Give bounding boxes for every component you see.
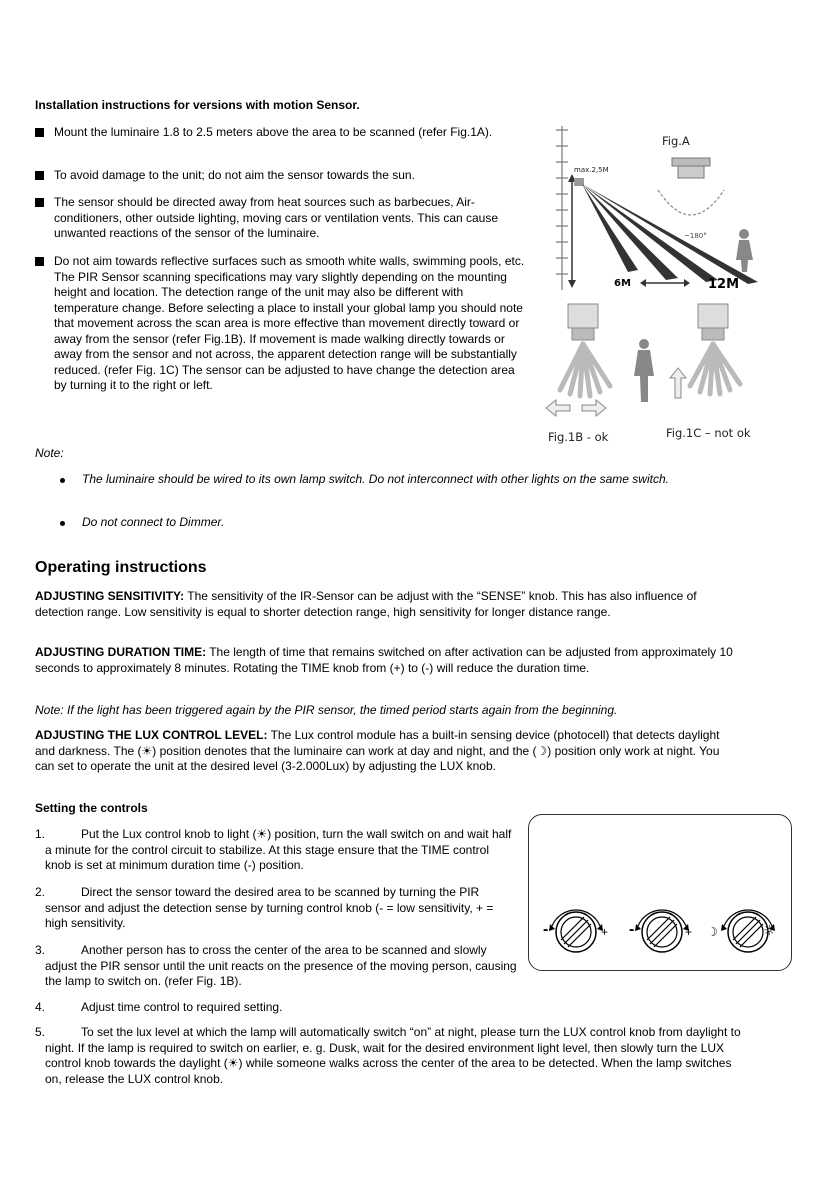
step-number: 1.	[35, 827, 46, 841]
operating-note: Note: If the light has been triggered again by the PIR sensor, the timed period starts again from the beginning.	[35, 703, 618, 717]
note-dot	[60, 478, 65, 483]
step-number: 3.	[35, 943, 46, 957]
lux-text: The Lux control module has a built-in sensing device (photocell) that detects daylight and darkness. The (☀) position denotes that the luminaire can work at day and night, and the (☽) position only work at night. You can set to operate the unit at the desired level (3-2.000Lux) by adjusting the LUX knob.	[35, 728, 720, 773]
lux-paragraph	[35, 728, 725, 775]
note-item-1: The luminaire should be wired to its own lamp switch. Do not interconnect with other lights on the same switch.	[82, 472, 669, 486]
figure-a	[548, 120, 766, 298]
sense-knob	[549, 910, 603, 952]
step-3-text: Another person has to cross the center of the area to be scanned and slowly adjust the PIR sensor until the unit reacts on the presence of the moving person, causing the lamp to switch on. (refer Fig. 1B).	[45, 943, 517, 988]
install-bullet-4: Do not aim towards reflective surfaces such as smooth white walls, swimming pools, etc. The PIR Sensor scanning specifications may vary slightly depending on the mounting height and location. The detection range of the unit may also be different with temperature change. Before selecting a place to install your global lamp you should note that movement across the scan area is more effective than movement directly toward or away from the sensor (refer Fig.1B). If movement is made walking directly towards or away from the sensor and not across, the apparent detection range will be substantially reduced. (refer Fig. 1C) The sensor can be adjusted to have change the detection area by turning it to the right or left.	[54, 254, 525, 392]
time-plus-label: +	[685, 925, 693, 939]
note-dot	[60, 521, 65, 526]
sense-minus-label: -	[543, 921, 549, 938]
fig-a-caption: Fig.A	[662, 134, 690, 148]
step-1-text: Put the Lux control knob to light (☀) position, turn the wall switch on and wait half a minute for the control circuit to stabilize. At this stage ensure that the TIME control knob is set at minimum duration time (-) position.	[45, 827, 512, 872]
sensitivity-paragraph	[35, 589, 735, 620]
sensitivity-text: The sensitivity of the IR-Sensor can be adjust with the “SENSE” knob. This has also influence of detection range. Low sensitivity is equal to shorter detection range, high sensitivity for longer distance range.	[35, 589, 697, 619]
sun-icon: ☼	[763, 923, 776, 939]
step-number: 2.	[35, 885, 46, 899]
install-heading: Installation instructions for versions with motion Sensor.	[35, 98, 360, 112]
controls-heading: Setting the controls	[35, 801, 148, 815]
duration-paragraph	[35, 645, 739, 676]
fig-1b-caption: Fig.1B - ok	[548, 430, 609, 444]
angle-label: ~180°	[684, 232, 707, 240]
operating-heading: Operating instructions	[35, 559, 207, 576]
knob-panel-drawing	[529, 815, 791, 970]
figure-a-drawing	[548, 120, 766, 298]
sensitivity-label: ADJUSTING SENSITIVITY:	[35, 589, 185, 603]
fig-1c-caption: Fig.1C – not ok	[666, 426, 751, 440]
install-bullet-2: To avoid damage to the unit; do not aim the sensor towards the sun.	[54, 168, 415, 182]
note-item-2: Do not connect to Dimmer.	[82, 515, 225, 529]
range-6m-label: 6M	[614, 278, 631, 289]
time-minus-label: -	[629, 921, 635, 938]
bullet-marker	[35, 171, 44, 180]
bullet-marker	[35, 128, 44, 137]
bullet-marker	[35, 198, 44, 207]
bullet-marker	[35, 257, 44, 266]
duration-label: ADJUSTING DURATION TIME:	[35, 645, 207, 659]
figure-1b-1c-drawing	[540, 298, 772, 422]
step-5-text: To set the lux level at which the lamp will automatically switch “on” at night, please turn the LUX control knob from daylight to night. If the lamp is required to switch on earlier, e. g. Dusk, wait for the desired environment light level, then slowly turn the LUX control knob towards the daylight (☀) while someone walks across the center of the area to be detected. When the lamp switches on, release the LUX control knob.	[45, 1025, 741, 1086]
step-2-text: Direct the sensor toward the desired area to be scanned by turning the PIR sensor and adjust the detection sense by turning control knob (- = low sensitivity, + = high sensitivity.	[45, 885, 494, 930]
figure-1b-1c	[540, 298, 772, 422]
control-knob-panel	[528, 814, 792, 971]
sense-plus-label: +	[601, 925, 609, 939]
time-knob	[635, 910, 689, 952]
max-height-label: max.2,5M	[574, 166, 609, 174]
duration-text: The length of time that remains switched on after activation can be adjusted from approximately 10 seconds to approximately 8 minutes. Rotating the TIME knob from (+) to (-) will reduce the duration time.	[35, 645, 733, 675]
install-bullet-3: The sensor should be directed away from heat sources such as barbecues, Air-conditioners, other outside lighting, moving cars or ventilation vents. This can cause unwanted reactions of the sensor of the luminaire.	[54, 195, 499, 240]
install-bullet-1: Mount the luminaire 1.8 to 2.5 meters above the area to be scanned (refer Fig.1A).	[54, 125, 493, 139]
range-12m-label: 12M	[708, 277, 740, 292]
step-number: 5.	[35, 1025, 46, 1039]
note-label: Note:	[35, 446, 64, 460]
step-number: 4.	[35, 1000, 46, 1014]
lux-label: ADJUSTING THE LUX CONTROL LEVEL:	[35, 728, 268, 742]
step-4-text: Adjust time control to required setting.	[81, 1000, 283, 1014]
moon-icon: ☽	[707, 925, 718, 939]
